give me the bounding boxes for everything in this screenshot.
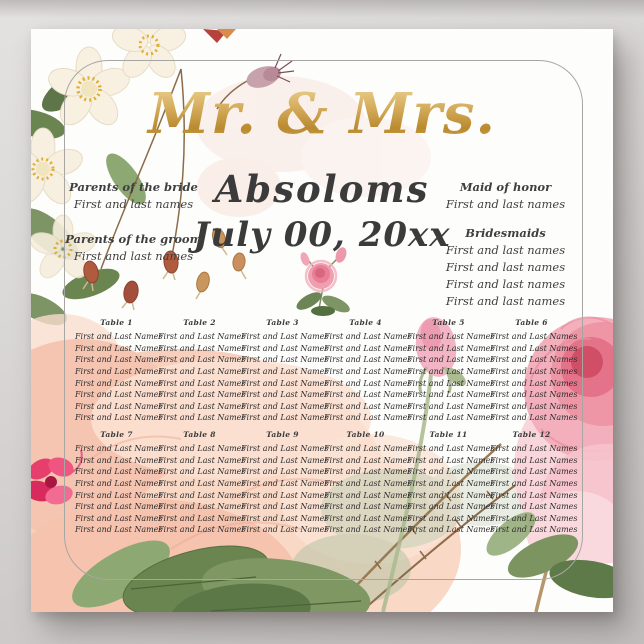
guest-name-line: First and Last Names <box>324 390 412 400</box>
guest-name-line: First and Last Names <box>241 355 329 365</box>
table-column <box>241 317 329 424</box>
guest-name-line: First and Last Names <box>407 343 495 353</box>
table-column <box>241 429 329 536</box>
guest-name-line: First and Last Names <box>75 478 163 488</box>
guest-name-line: First and Last Names <box>490 525 578 535</box>
vip-name-line: First and last names <box>445 277 566 291</box>
guest-name-line: First and Last Names <box>75 490 163 500</box>
guest-name-line: First and Last Names <box>75 343 163 353</box>
guest-name-line: First and Last Names <box>75 355 163 365</box>
guest-name-line: First and Last Names <box>158 390 246 400</box>
table-number-label: Table 8 <box>183 430 216 439</box>
guest-name-line: First and Last Names <box>490 355 578 365</box>
guest-name-line: First and Last Names <box>407 478 495 488</box>
guest-name-line: First and Last Names <box>324 366 412 376</box>
guest-name-line: First and Last Names <box>324 378 412 388</box>
vip-left-column <box>61 179 206 265</box>
guest-name-line: First and Last Names <box>407 444 495 453</box>
guest-name-line: First and Last Names <box>324 502 412 512</box>
guest-name-line: First and Last Names <box>490 378 578 388</box>
vip-right-column <box>433 179 578 310</box>
vip-name-lines <box>61 248 206 265</box>
table-number-label: Table 2 <box>183 318 216 327</box>
guest-name-line: First and Last Names <box>75 513 163 523</box>
guest-name-line: First and Last Names <box>75 378 163 388</box>
vip-group <box>433 225 578 310</box>
vip-name-line: First and last names <box>73 249 194 263</box>
guest-name-line: First and Last Names <box>241 502 329 512</box>
poster-text-layer <box>31 29 613 612</box>
table-column <box>490 317 578 424</box>
event-date: July 00, 20xx <box>193 215 451 255</box>
guest-name-line: First and Last Names <box>490 513 578 523</box>
table-column <box>407 429 495 536</box>
guest-name-line: First and Last Names <box>241 444 329 453</box>
guest-name-line: First and Last Names <box>158 366 246 376</box>
guest-name-line: First and Last Names <box>324 444 412 453</box>
guest-name-line: First and Last Names <box>75 401 163 411</box>
guest-name-line: First and Last Names <box>241 513 329 523</box>
guest-name-line: First and Last Names <box>158 355 246 365</box>
guest-list <box>490 331 578 424</box>
guest-name-line: First and Last Names <box>158 455 246 465</box>
vip-name-lines <box>61 196 206 213</box>
guest-list <box>75 331 163 424</box>
guest-name-line: First and Last Names <box>241 401 329 411</box>
guest-name-line: First and Last Names <box>490 490 578 500</box>
guest-name-line: First and Last Names <box>241 490 329 500</box>
guest-name-line: First and Last Names <box>75 444 163 453</box>
guest-list <box>158 443 246 536</box>
vip-group <box>433 179 578 213</box>
guest-name-line: First and Last Names <box>490 332 578 341</box>
vip-name-line: First and last names <box>445 260 566 274</box>
guest-list <box>75 443 163 536</box>
guest-name-line: First and Last Names <box>241 478 329 488</box>
guest-name-line: First and Last Names <box>241 343 329 353</box>
guest-name-line: First and Last Names <box>407 502 495 512</box>
guest-name-line: First and Last Names <box>324 513 412 523</box>
tables-row-2 <box>75 429 578 536</box>
guest-name-line: First and Last Names <box>75 390 163 400</box>
guest-name-line: First and Last Names <box>407 378 495 388</box>
guest-name-line: First and Last Names <box>324 525 412 535</box>
table-column <box>324 429 412 536</box>
guest-name-line: First and Last Names <box>241 366 329 376</box>
title-mr-and-mrs: Mr. & Mrs. <box>71 81 573 147</box>
guest-name-line: First and Last Names <box>407 366 495 376</box>
guest-name-line: First and Last Names <box>490 390 578 400</box>
guest-list <box>407 443 495 536</box>
vip-role-heading: Parents of the bride <box>69 180 198 194</box>
guest-name-line: First and Last Names <box>324 413 412 423</box>
table-number-label: Table 10 <box>346 430 385 439</box>
guest-name-line: First and Last Names <box>490 444 578 453</box>
guest-list <box>158 331 246 424</box>
guest-name-line: First and Last Names <box>407 513 495 523</box>
guest-list <box>324 443 412 536</box>
guest-name-line: First and Last Names <box>75 525 163 535</box>
guest-name-line: First and Last Names <box>158 525 246 535</box>
vip-role-heading: Bridesmaids <box>465 226 546 240</box>
guest-name-line: First and Last Names <box>241 413 329 423</box>
family-name: Absoloms <box>214 167 430 211</box>
guest-list <box>407 331 495 424</box>
tables-row-1 <box>75 317 578 424</box>
vip-role-heading: Parents of the groom <box>65 232 202 246</box>
guest-name-line: First and Last Names <box>75 332 163 341</box>
table-number-label: Table 12 <box>512 430 551 439</box>
guest-name-line: First and Last Names <box>241 467 329 477</box>
guest-name-line: First and Last Names <box>490 478 578 488</box>
guest-name-line: First and Last Names <box>407 525 495 535</box>
guest-name-line: First and Last Names <box>158 513 246 523</box>
guest-name-line: First and Last Names <box>324 343 412 353</box>
table-number-label: Table 6 <box>515 318 548 327</box>
guest-name-line: First and Last Names <box>241 525 329 535</box>
vip-role-heading: Maid of honor <box>459 180 552 194</box>
vip-group <box>61 231 206 265</box>
guest-name-line: First and Last Names <box>324 332 412 341</box>
table-column <box>75 429 163 536</box>
vip-name-line: First and last names <box>445 197 566 211</box>
guest-list <box>490 443 578 536</box>
guest-name-line: First and Last Names <box>158 490 246 500</box>
guest-name-line: First and Last Names <box>407 332 495 341</box>
guest-name-line: First and Last Names <box>490 455 578 465</box>
guest-name-line: First and Last Names <box>324 490 412 500</box>
table-column <box>407 317 495 424</box>
table-number-label: Table 4 <box>349 318 382 327</box>
vip-group <box>61 179 206 213</box>
table-number-label: Table 5 <box>432 318 465 327</box>
guest-name-line: First and Last Names <box>490 413 578 423</box>
table-number-label: Table 3 <box>266 318 299 327</box>
guest-list <box>241 443 329 536</box>
guest-list <box>324 331 412 424</box>
guest-name-line: First and Last Names <box>158 378 246 388</box>
guest-name-line: First and Last Names <box>324 467 412 477</box>
guest-name-line: First and Last Names <box>241 390 329 400</box>
table-number-label: Table 9 <box>266 430 299 439</box>
table-number-label: Table 1 <box>100 318 133 327</box>
guest-name-line: First and Last Names <box>490 343 578 353</box>
seating-chart-poster <box>31 29 613 612</box>
guest-name-line: First and Last Names <box>407 413 495 423</box>
guest-name-line: First and Last Names <box>407 355 495 365</box>
guest-name-line: First and Last Names <box>158 343 246 353</box>
guest-name-line: First and Last Names <box>490 401 578 411</box>
guest-name-line: First and Last Names <box>490 366 578 376</box>
table-column <box>324 317 412 424</box>
guest-list <box>241 331 329 424</box>
guest-name-line: First and Last Names <box>158 478 246 488</box>
table-number-label: Table 11 <box>429 430 468 439</box>
guest-name-line: First and Last Names <box>324 455 412 465</box>
guest-name-line: First and Last Names <box>407 455 495 465</box>
guest-name-line: First and Last Names <box>158 502 246 512</box>
guest-name-line: First and Last Names <box>407 467 495 477</box>
guest-name-line: First and Last Names <box>407 390 495 400</box>
guest-name-line: First and Last Names <box>158 332 246 341</box>
guest-name-line: First and Last Names <box>75 502 163 512</box>
guest-name-line: First and Last Names <box>158 401 246 411</box>
guest-name-line: First and Last Names <box>75 413 163 423</box>
guest-name-line: First and Last Names <box>241 455 329 465</box>
vip-name-line: First and last names <box>445 243 566 257</box>
table-column <box>158 429 246 536</box>
guest-name-line: First and Last Names <box>75 455 163 465</box>
guest-name-line: First and Last Names <box>490 467 578 477</box>
guest-name-line: First and Last Names <box>324 478 412 488</box>
vip-name-line: First and last names <box>445 294 566 308</box>
table-number-label: Table 7 <box>100 430 133 439</box>
guest-name-line: First and Last Names <box>158 467 246 477</box>
vip-name-lines <box>433 196 578 213</box>
guest-name-line: First and Last Names <box>241 378 329 388</box>
table-column <box>490 429 578 536</box>
guest-name-line: First and Last Names <box>324 355 412 365</box>
guest-name-line: First and Last Names <box>158 413 246 423</box>
vip-name-line: First and last names <box>73 197 194 211</box>
vip-name-lines <box>433 242 578 310</box>
guest-name-line: First and Last Names <box>407 490 495 500</box>
table-column <box>75 317 163 424</box>
guest-name-line: First and Last Names <box>75 467 163 477</box>
guest-name-line: First and Last Names <box>324 401 412 411</box>
guest-name-line: First and Last Names <box>75 366 163 376</box>
guest-name-line: First and Last Names <box>490 502 578 512</box>
table-column <box>158 317 246 424</box>
guest-name-line: First and Last Names <box>407 401 495 411</box>
guest-name-line: First and Last Names <box>158 444 246 453</box>
guest-name-line: First and Last Names <box>241 332 329 341</box>
